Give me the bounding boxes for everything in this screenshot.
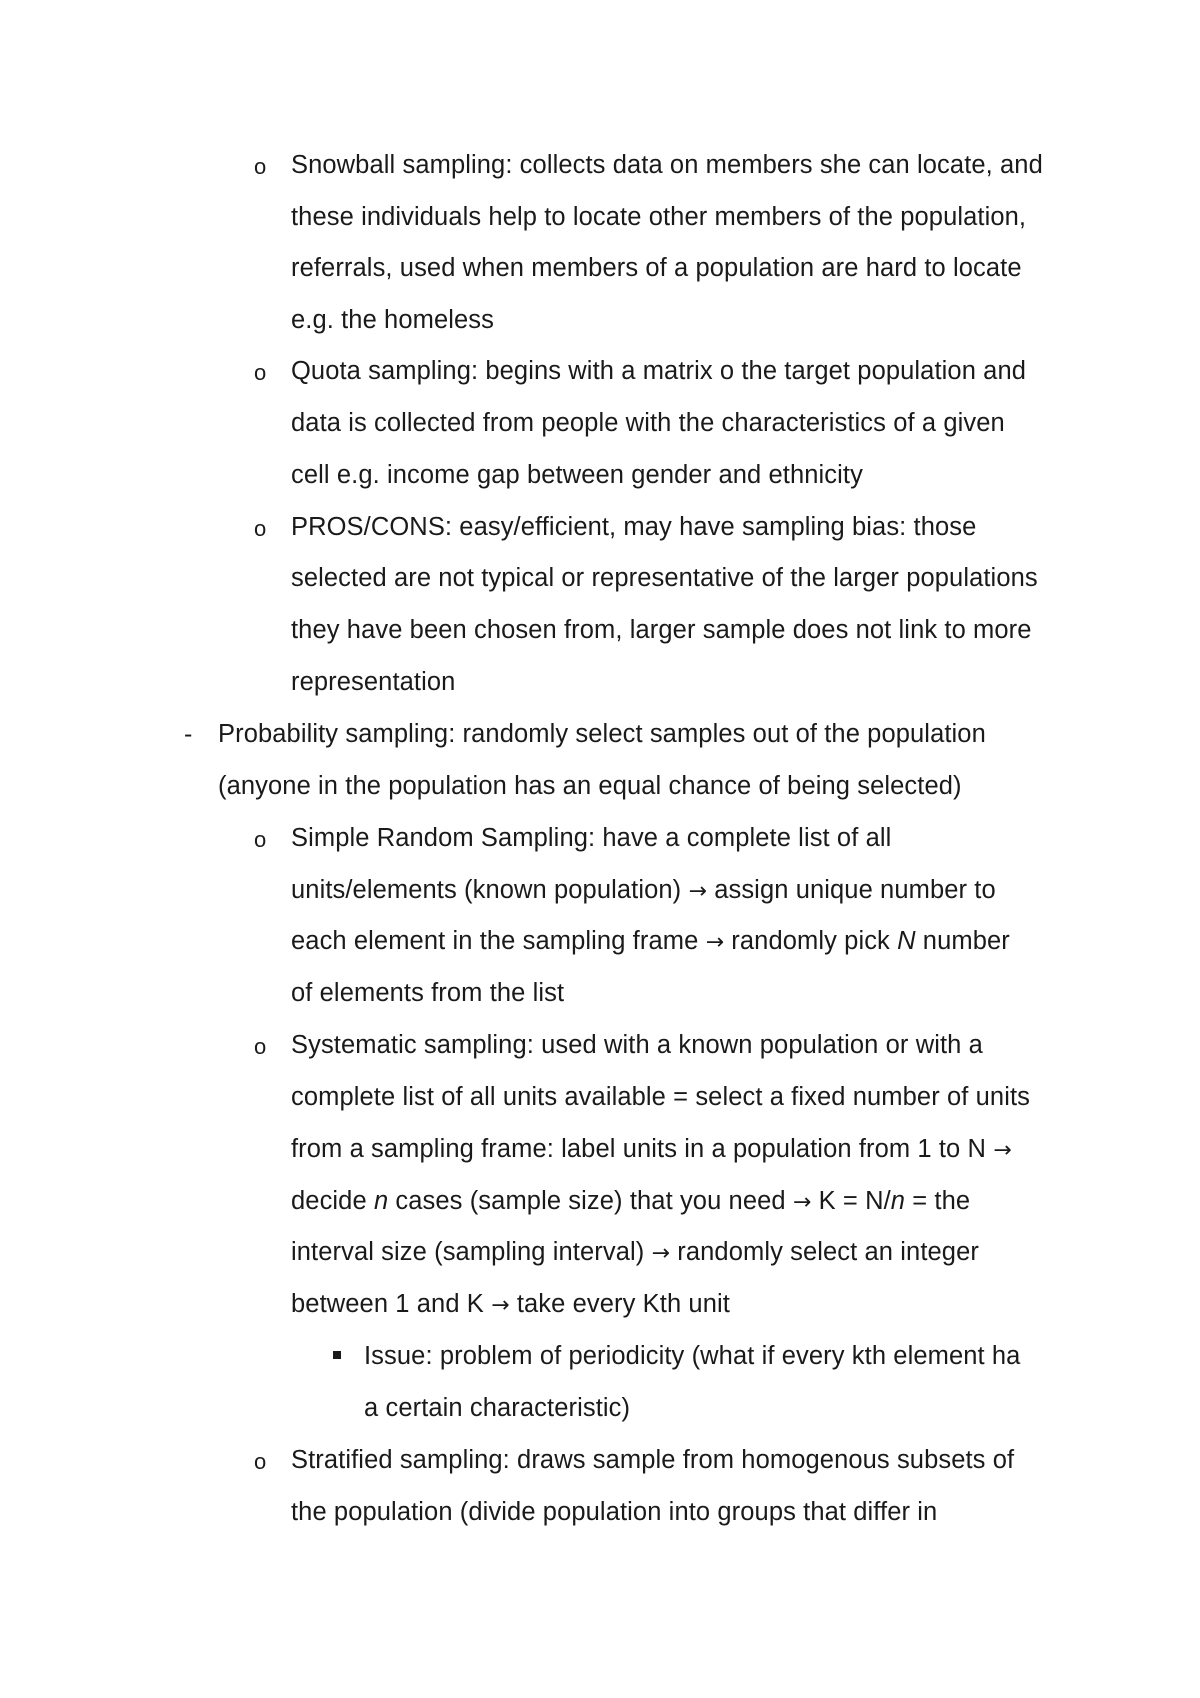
text-line xyxy=(291,926,1010,958)
text-line: these individuals help to locate other members of the population, xyxy=(291,203,1027,231)
circle-bullet: o xyxy=(254,1449,267,1474)
text-segment: N xyxy=(897,927,916,955)
text-segment: cases (sample size) that you need xyxy=(395,1187,786,1215)
text-segment: take every Kth unit xyxy=(516,1290,730,1318)
text-line: cell e.g. income gap between gender and ethnicity xyxy=(291,461,863,489)
arrow-icon: → xyxy=(491,1293,510,1318)
text-line: selected are not typical or representative of the larger populations xyxy=(291,564,1038,592)
text-segment: number xyxy=(922,927,1010,955)
text-line xyxy=(291,1134,1012,1166)
text-line xyxy=(291,875,996,907)
text-line: PROS/CONS: easy/efficient, may have sampling bias: those xyxy=(291,513,977,541)
text-line: Snowball sampling: collects data on members she can locate, and xyxy=(291,151,1043,179)
text-line: representation xyxy=(291,668,456,696)
circle-bullet: o xyxy=(254,360,267,385)
text-line: Probability sampling: randomly select samples out of the population xyxy=(218,720,986,748)
text-segment: assign unique number to xyxy=(714,876,996,904)
text-line: Issue: problem of periodicity (what if every kth element ha xyxy=(364,1342,1021,1370)
square-bullet xyxy=(333,1351,341,1359)
text-segment: randomly select an integer xyxy=(677,1238,979,1266)
text-line xyxy=(291,1289,730,1321)
arrow-icon: → xyxy=(993,1138,1012,1163)
text-line: Stratified sampling: draws sample from homogenous subsets of xyxy=(291,1446,1015,1474)
text-segment: from a sampling frame: label units in a population from 1 to N xyxy=(291,1135,987,1163)
text-segment: n xyxy=(890,1187,906,1215)
text-line: they have been chosen from, larger sample does not link to more xyxy=(291,616,1032,644)
text-segment: = the xyxy=(912,1187,971,1215)
text-line: data is collected from people with the characteristics of a given xyxy=(291,409,1005,437)
text-segment: each element in the sampling frame xyxy=(291,927,699,955)
text-line: the population (divide population into groups that differ in xyxy=(291,1498,938,1526)
text-segment: between 1 and K xyxy=(291,1290,484,1318)
text-line: of elements from the list xyxy=(291,979,565,1007)
text-line xyxy=(291,1186,970,1218)
circle-bullet: o xyxy=(254,154,267,179)
circle-bullet: o xyxy=(254,516,267,541)
text-segment: n xyxy=(373,1187,389,1215)
text-line: (anyone in the population has an equal chance of being selected) xyxy=(218,772,962,800)
circle-bullet: o xyxy=(254,827,267,852)
text-line: a certain characteristic) xyxy=(364,1394,631,1422)
text-line: Systematic sampling: used with a known population or with a xyxy=(291,1031,983,1059)
text-line: referrals, used when members of a population are hard to locate xyxy=(291,254,1022,282)
text-line: complete list of all units available = select a fixed number of units xyxy=(291,1083,1030,1111)
text-segment: K = N/ xyxy=(818,1187,891,1215)
text-line: Quota sampling: begins with a matrix o the target population and xyxy=(291,357,1027,385)
dash-bullet: - xyxy=(184,720,193,748)
arrow-icon: → xyxy=(792,1190,812,1215)
text-segment: randomly pick xyxy=(731,927,890,955)
text-segment: units/elements (known population) xyxy=(291,876,682,904)
text-line: Simple Random Sampling: have a complete list of all xyxy=(291,824,892,852)
arrow-icon: → xyxy=(651,1241,671,1266)
text-line xyxy=(291,1237,979,1269)
arrow-icon: → xyxy=(705,930,725,955)
text-line: e.g. the homeless xyxy=(291,306,494,334)
text-segment: decide xyxy=(291,1187,367,1215)
arrow-icon: → xyxy=(688,879,708,904)
text-segment: interval size (sampling interval) xyxy=(291,1238,645,1266)
circle-bullet: o xyxy=(254,1034,267,1059)
